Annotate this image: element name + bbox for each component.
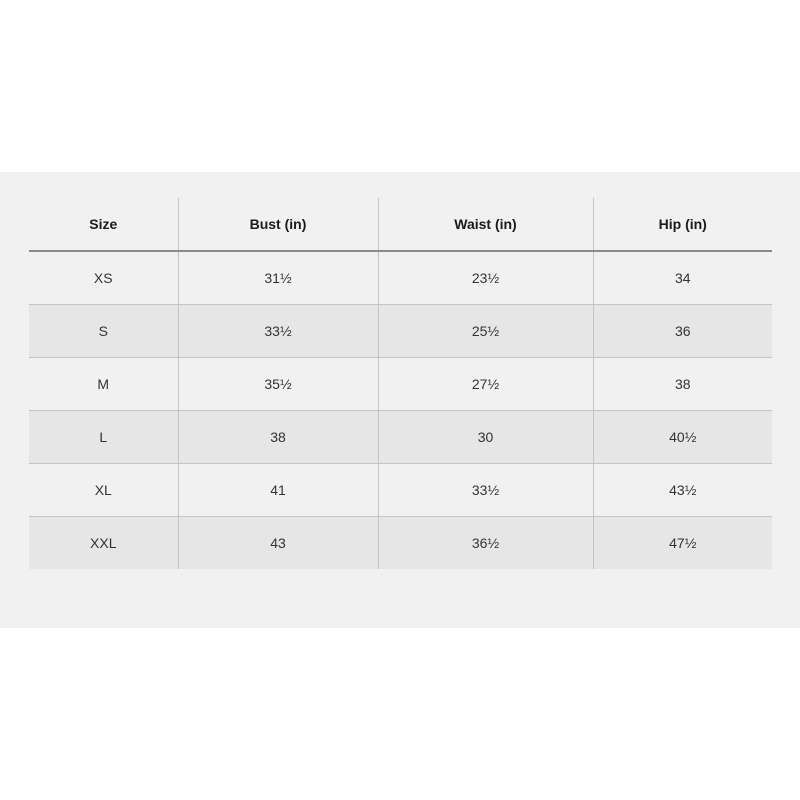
size-chart-table [29, 198, 772, 569]
table-row [29, 358, 772, 411]
header-bust: Bust (in) [178, 198, 378, 251]
table-row [29, 305, 772, 358]
waist-cell: 33½ [378, 464, 593, 517]
hip-cell: 40½ [593, 411, 772, 464]
waist-cell: 27½ [378, 358, 593, 411]
size-cell: S [29, 305, 178, 358]
table-row [29, 251, 772, 305]
hip-cell: 47½ [593, 517, 772, 570]
table-row [29, 411, 772, 464]
waist-cell: 30 [378, 411, 593, 464]
bust-cell: 43 [178, 517, 378, 570]
header-waist: Waist (in) [378, 198, 593, 251]
waist-cell: 23½ [378, 251, 593, 305]
bust-cell: 33½ [178, 305, 378, 358]
table-header-row [29, 198, 772, 251]
bust-cell: 38 [178, 411, 378, 464]
hip-cell: 36 [593, 305, 772, 358]
size-cell: XL [29, 464, 178, 517]
bust-cell: 41 [178, 464, 378, 517]
size-cell: L [29, 411, 178, 464]
table-row [29, 517, 772, 570]
waist-cell: 25½ [378, 305, 593, 358]
header-size: Size [29, 198, 178, 251]
size-cell: XXL [29, 517, 178, 570]
hip-cell: 43½ [593, 464, 772, 517]
size-cell: M [29, 358, 178, 411]
hip-cell: 38 [593, 358, 772, 411]
waist-cell: 36½ [378, 517, 593, 570]
bust-cell: 31½ [178, 251, 378, 305]
bust-cell: 35½ [178, 358, 378, 411]
hip-cell: 34 [593, 251, 772, 305]
table-row [29, 464, 772, 517]
size-cell: XS [29, 251, 178, 305]
header-hip: Hip (in) [593, 198, 772, 251]
